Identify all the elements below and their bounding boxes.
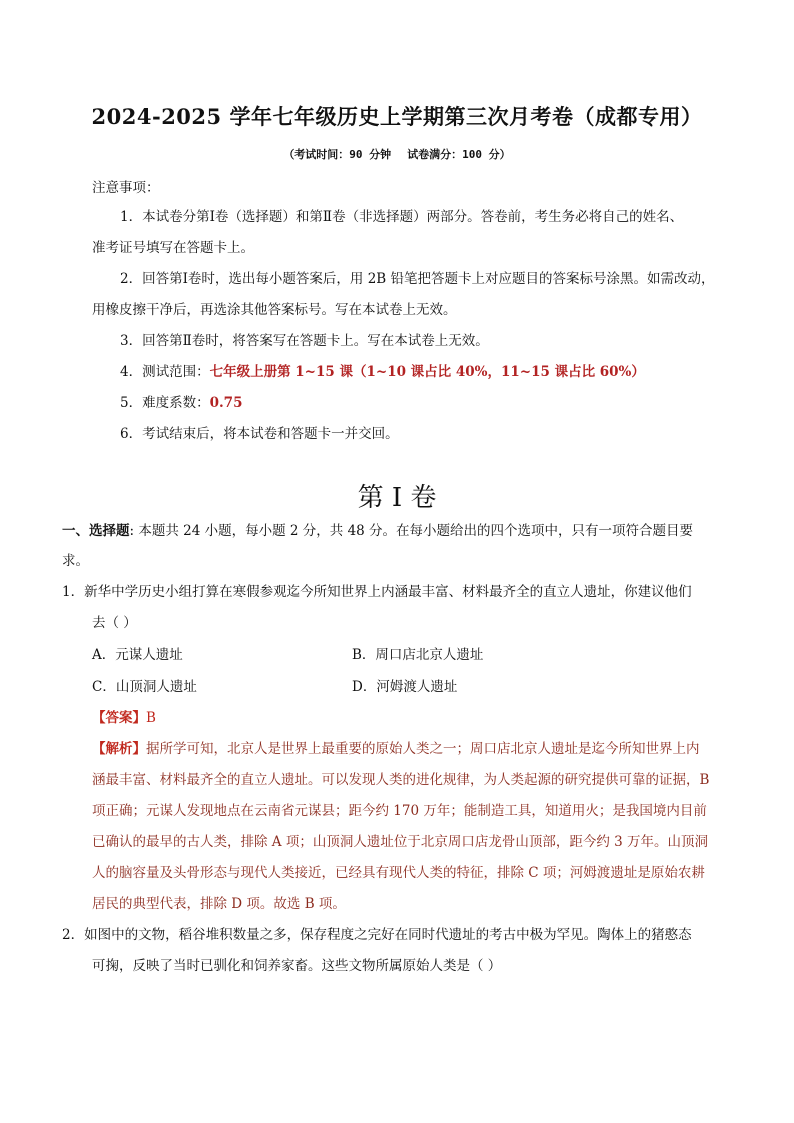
notice-item-2-line-2: 用橡皮擦干净后，再选涂其他答案标号。写在本试卷上无效。 <box>92 302 457 318</box>
question-1-stem-line-2: 去（ ） <box>92 615 137 631</box>
section-title: 第 I 卷 <box>357 483 437 513</box>
exam-info <box>0 146 794 162</box>
notice-item-2-line-1: 2．回答第Ⅰ卷时，选出每小题答案后，用 2B 铅笔把答题卡上对应题目的答案标号涂黑。如需改动， <box>120 271 715 287</box>
question-1-analysis-line-4: 已确认的最早的古人类，排除 A 项；山顶洞人遗址位于北京周口店龙骨山顶部，距今约 3 万年。山顶洞 <box>92 834 709 850</box>
question-1-answer <box>92 708 156 728</box>
question-1-option-a: A．元谋人遗址 <box>92 647 183 663</box>
question-2-stem-line-2: 可掬，反映了当时已驯化和饲养家畜。这些文物所属原始人类是（ ） <box>92 958 502 974</box>
exam-time: （考试时间：90 分钟 <box>283 148 392 161</box>
notice-item-3: 3．回答第Ⅱ卷时，将答案写在答题卡上。写在本试卷上无效。 <box>120 333 489 349</box>
section-instruction-text: : 本题共 24 小题，每小题 2 分，共 48 分。在每小题给出的四个选项中，只有一项符合题目要 <box>129 523 694 539</box>
question-1-option-b: B．周口店北京人遗址 <box>352 647 484 663</box>
question-1-analysis-line-2: 涵最丰富、材料最齐全的直立人遗址。可以发现人类的进化规律，为人类起源的研究提供可靠的证据，B <box>92 772 710 788</box>
difficulty-value: 0.75 <box>209 395 243 411</box>
notice-item-1-line-1: 1．本试卷分第Ⅰ卷（选择题）和第Ⅱ卷（非选择题）两部分。答卷前，考生务必将自己的姓名、 <box>120 209 684 225</box>
section-instruction-line-2: 求。 <box>62 553 89 569</box>
section-instruction-line-1 <box>62 521 693 541</box>
question-1-stem-line-1: 1．新华中学历史小组打算在寒假参观迄今所知世界上内涵最丰富、材料最齐全的直立人遗址，你建议他们 <box>62 584 692 600</box>
notice-item-5-label: 5．难度系数： <box>120 395 210 411</box>
notice-item-4-label: 4．测试范围： <box>120 364 210 380</box>
notice-heading: 注意事项： <box>92 180 160 196</box>
section-instruction-heading: 一、选择题 <box>62 523 130 539</box>
question-1-analysis-line-1 <box>92 739 700 759</box>
notice-item-6: 6．考试结束后，将本试卷和答题卡一并交回。 <box>120 426 399 442</box>
analysis-label: 【解析】 <box>92 741 146 757</box>
question-1-analysis-line-5: 人的脑容量及头骨形态与现代人类接近，已经具有现代人类的特征，排除 C 项；河姆渡遗址是原始农耕 <box>92 865 705 881</box>
notice-item-1-line-2: 准考证号填写在答题卡上。 <box>92 240 254 256</box>
full-score: 试卷满分：100 分） <box>407 148 511 161</box>
notice-item-5 <box>120 393 242 413</box>
analysis-text: 据所学可知，北京人是世界上最重要的原始人类之一；周口店北京人遗址是迄今所知世界上内 <box>146 741 700 757</box>
test-scope-value: 七年级上册第 1~15 课（1~10 课占比 40%，11~15 课占比 60%） <box>209 364 645 380</box>
answer-value: B <box>146 710 156 726</box>
answer-label: 【答案】 <box>92 710 146 726</box>
question-2-stem-line-1: 2．如图中的文物，稻谷堆积数量之多，保存程度之完好在同时代遗址的考古中极为罕见。陶体上的猪憨态 <box>62 927 692 943</box>
question-1-analysis-line-6: 居民的典型代表，排除 D 项。故选 B 项。 <box>92 896 346 912</box>
question-1-analysis-line-3: 项正确；元谋人发现地点在云南省元谋县；距今约 170 万年；能制造工具，知道用火；是我国境内目前 <box>92 803 707 819</box>
question-1-option-c: C．山顶洞人遗址 <box>92 679 197 695</box>
question-1-option-d: D．河姆渡人遗址 <box>352 679 458 695</box>
page-title: 2024-2025 学年七年级历史上学期第三次月考卷（成都专用） <box>91 104 703 129</box>
notice-item-4 <box>120 362 645 382</box>
